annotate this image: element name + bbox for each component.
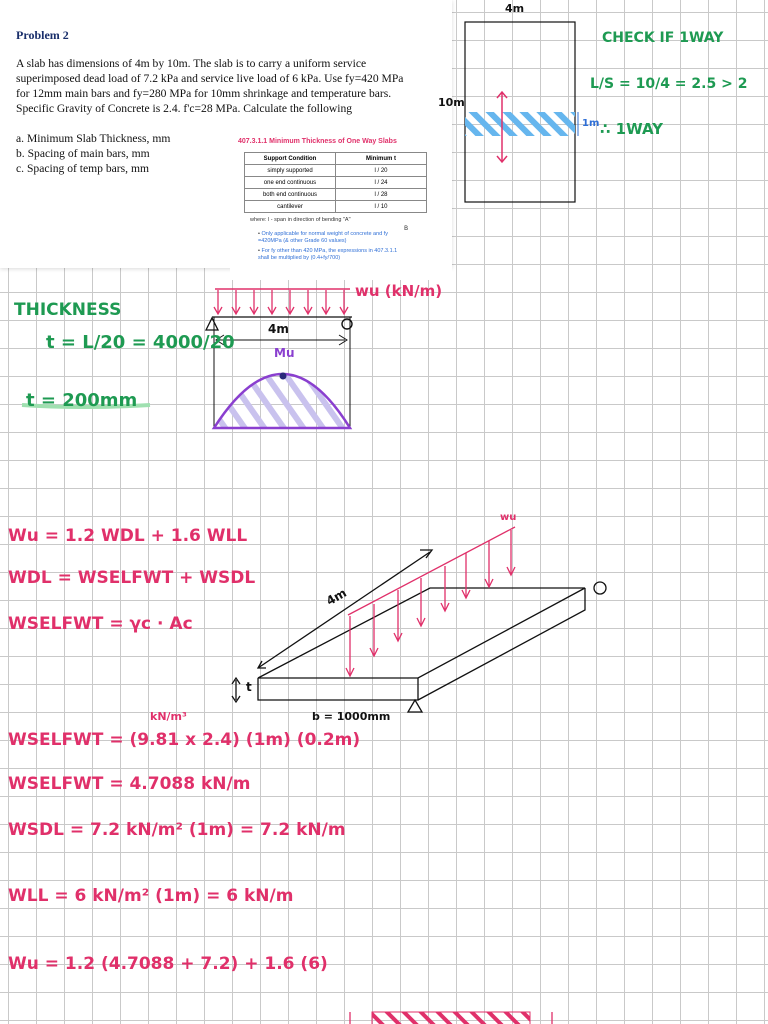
code-where: where: l - span in direction of bending "A" bbox=[250, 217, 351, 223]
problem-title: Problem 2 bbox=[16, 28, 69, 42]
table-row: simply supported l / 20 bbox=[245, 165, 427, 177]
slab-3d-sketch bbox=[232, 550, 606, 712]
part-a: a. Minimum Slab Thickness, mm bbox=[16, 132, 171, 145]
header-min-t: Minimum t bbox=[336, 153, 427, 165]
plan-length-label: 10m bbox=[438, 96, 465, 109]
moment-label: Mu bbox=[274, 346, 295, 360]
thickness-heading: THICKNESS bbox=[14, 300, 122, 320]
calc-line: WSELFWT = 4.7088 kN/m bbox=[8, 774, 251, 794]
slab-load-label: wu bbox=[500, 512, 517, 523]
load-arrows bbox=[218, 290, 344, 313]
beam-span-label: 4m bbox=[268, 322, 289, 336]
calc-line: WSDL = 7.2 kN/m² (1m) = 7.2 kN/m bbox=[8, 820, 346, 840]
slab-width-label: b = 1000mm bbox=[312, 710, 391, 723]
table-row: both end continuous l / 28 bbox=[245, 189, 427, 201]
code-title: 407.3.1.1 Minimum Thickness of One Way Slabs bbox=[238, 138, 397, 145]
thickness-result: t = 200mm bbox=[26, 390, 138, 411]
calc-line: WSELFWT = γc · Ac bbox=[8, 614, 193, 634]
table-row: cantilever l / 10 bbox=[245, 201, 427, 213]
slab-thickness-label: t bbox=[246, 680, 252, 694]
calc-line: WDL = WSELFWT + WSDL bbox=[8, 568, 256, 588]
calc-line: Wu = 1.2 (4.7088 + 7.2) + 1.6 (6) bbox=[8, 954, 328, 974]
beam-load-label: wu (kN/m) bbox=[355, 282, 443, 300]
strip-width-label: 1m bbox=[582, 118, 600, 129]
calc-line: Wu = 1.2 WDL + 1.6 WLL bbox=[8, 526, 248, 546]
calc-line: WLL = 6 kN/m² (1m) = 6 kN/m bbox=[8, 886, 294, 906]
part-b: b. Spacing of main bars, mm bbox=[16, 147, 150, 160]
calc-line: WSELFWT = (9.81 x 2.4) (1m) (0.2m) bbox=[8, 730, 361, 750]
check-title: CHECK IF 1WAY bbox=[602, 30, 724, 46]
code-note: • For fy other than 420 MPa, the expressions in 407.3.1.1 shall be multiplied by (0.4+fy/700) bbox=[258, 248, 408, 262]
one-way-conclusion: ∴ 1WAY bbox=[600, 120, 664, 138]
part-c: c. Spacing of temp bars, mm bbox=[16, 162, 149, 175]
thickness-formula: t = L/20 = 4000/20 bbox=[46, 332, 235, 353]
calc-units-note: kN/m³ bbox=[150, 710, 187, 723]
code-note: • Only applicable for normal weight of concrete and fy =420MPa (& other Grade 60 values) bbox=[258, 231, 408, 245]
table-row: one end continuous l / 24 bbox=[245, 177, 427, 189]
plan-width-label: 4m bbox=[505, 2, 525, 15]
slab-span-label: 4m bbox=[323, 585, 349, 609]
plan-sketch bbox=[465, 22, 578, 202]
code-marker: B bbox=[404, 225, 409, 232]
header-support: Support Condition bbox=[245, 153, 336, 165]
check-ratio: L/S = 10/4 = 2.5 > 2 bbox=[590, 76, 748, 92]
problem-statement: A slab has dimensions of 4m by 10m. The slab is to carry a uniform service superimposed dead load of 7.2 kPa and service live load of 6 kPa. Use fy=420 MPa for 12mm main bars and fy=280 MPa for 10mm shrinkage and temperature bars. Specific Gravity of Concrete is 2.4. f'c=28 MPa. Calculate the following bbox=[16, 57, 404, 115]
